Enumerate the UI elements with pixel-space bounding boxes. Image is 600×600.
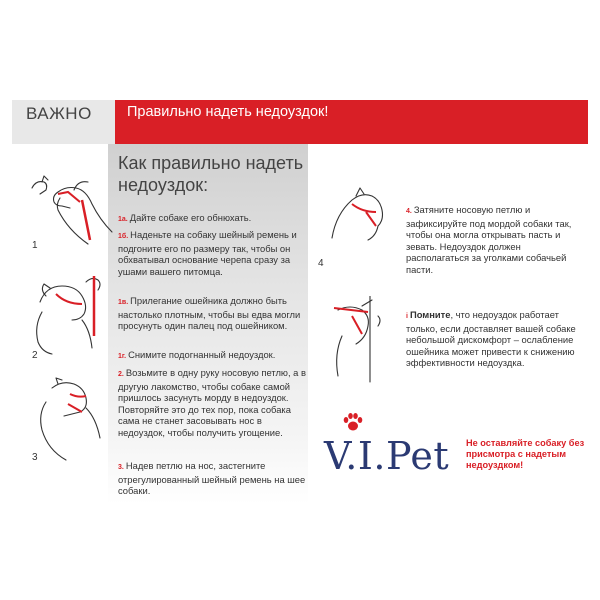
- step-number: 2.: [118, 371, 124, 378]
- step-number: 1а.: [118, 216, 128, 223]
- figure-number-2: 2: [32, 350, 38, 361]
- step-4: [406, 204, 586, 276]
- dog-collar-fit-illustration: [12, 262, 122, 357]
- banner-title: Правильно надеть недоуздок!: [127, 104, 329, 120]
- dog-leash-illustration: [322, 296, 402, 386]
- step-text: Прилегание ошейника должно быть настолько плотным, чтобы вы едва могли просунуть один палец под ошейником.: [118, 295, 301, 332]
- step-text: Наденьте на собаку шейный ремень и подгоните его по размеру так, чтобы он обхватывал основание черепа сразу за ушами вашего питомца.: [118, 229, 297, 277]
- step-text: Дайте собаке его обнюхать.: [129, 212, 252, 223]
- step-number: 3.: [118, 464, 124, 471]
- dog-tight-loop-illustration: [322, 182, 402, 262]
- paw-icon: [342, 412, 364, 432]
- step-number: 1в.: [118, 299, 129, 306]
- vipet-logo: [324, 412, 464, 492]
- step-text: Снимите подогнанный недоуздок.: [128, 349, 276, 360]
- warning-text: Не оставляйте собаку без присмотра с надетым недоуздком!: [466, 438, 585, 470]
- step-number: 4.: [406, 208, 412, 215]
- info-marker: i: [406, 313, 408, 320]
- figure-number-1: 1: [32, 240, 38, 251]
- step-text: Затяните носовую петлю и зафиксируйте под мордой собаки так, чтобы она могла открывать пасть и зевать. Недоуздок должен располагаться за уголками собачьей пасти.: [406, 204, 572, 275]
- important-label: ВАЖНО: [26, 104, 92, 123]
- step-3: [118, 460, 306, 497]
- step-2: [118, 367, 306, 439]
- step-1c: [118, 295, 306, 332]
- reminder-note: [406, 309, 586, 369]
- important-block: [12, 100, 115, 144]
- figure-number-3: 3: [32, 452, 38, 463]
- reminder-text: , что недоуздок работает только, если доставляет вашей собаке небольшой дискомфорт – ослабление ошейника может привести к снижению эффективности недоуздка.: [406, 309, 576, 369]
- step-1a: [118, 212, 306, 226]
- page-heading: Как правильно надеть недоуздок:: [118, 153, 304, 195]
- dog-sniff-illustration: [12, 160, 122, 250]
- header-banner: [12, 100, 588, 144]
- step-text: Возьмите в одну руку носовую петлю, а в другую лакомство, чтобы собаке самой пришлось засунуть морду в недоуздок. Повторяйте это до тех пор, пока собака сама не станет засовывать нос в недоуздок, чтобы получить угощение.: [118, 367, 306, 438]
- step-number: 1г.: [118, 353, 127, 360]
- step-number: 1б.: [118, 233, 129, 240]
- step-text: Надев петлю на нос, застегните отрегулированный шейный ремень на шее собаки.: [118, 460, 306, 497]
- step-1b: [118, 229, 306, 277]
- logo-text: V.I.Pet: [324, 434, 450, 478]
- reminder-bold: Помните: [409, 309, 451, 320]
- dog-nose-loop-illustration: [12, 368, 122, 463]
- step-1d: [118, 349, 306, 363]
- figure-number-4: 4: [318, 258, 324, 269]
